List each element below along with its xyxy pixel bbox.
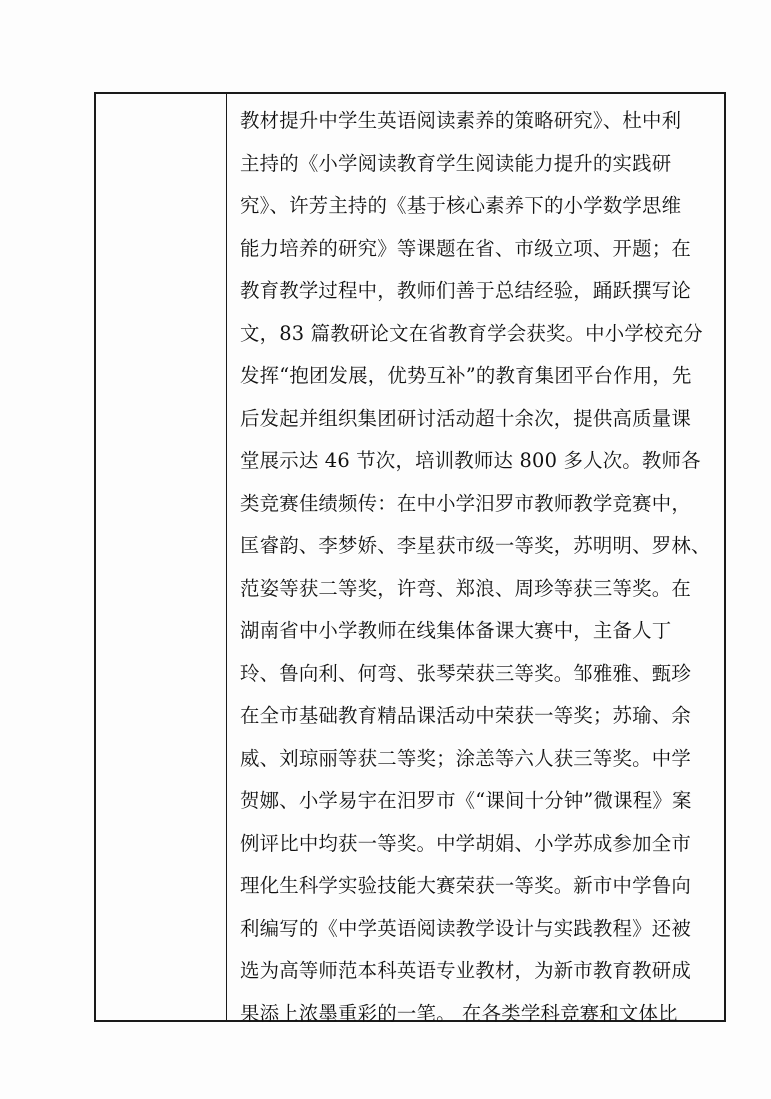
text-line: 例评比中均获一等奖。中学胡娟、小学苏成参加全市 xyxy=(240,831,691,855)
text-line: 类竞赛佳绩频传：在中小学汨罗市教师教学竞赛中， xyxy=(240,491,691,515)
text-line: 能力培养的研究》等课题在省、市级立项、开题；在 xyxy=(240,236,691,260)
text-line: 教材提升中学生英语阅读素养的策略研究》、杜中利 xyxy=(240,109,682,132)
text-line: 教育教学过程中，教师们善于总结经验，踊跃撰写论 xyxy=(240,279,691,302)
body-text-cell xyxy=(240,100,720,1035)
text-line: 文，83 篇教研论文在省教育学会获奖。中小学校充分 xyxy=(240,321,703,345)
text-line: 理化生科学实验技能大赛荣获一等奖。新市中学鲁向 xyxy=(240,874,691,897)
text-line: 堂展示达 46 节次，培训教师达 800 多人次。教师各 xyxy=(240,449,701,472)
column-divider xyxy=(226,94,227,1020)
text-line: 利编写的《中学英语阅读教学设计与实践教程》还被 xyxy=(240,916,691,940)
text-line: 发挥“抱团发展，优势互补”的教育集团平台作用，先 xyxy=(240,364,692,387)
left-empty-cell xyxy=(96,94,226,1020)
text-line: 湖南省中小学教师在线集体备课大赛中，主备人丁 xyxy=(240,619,672,642)
table-frame xyxy=(94,92,726,1025)
text-line: 玲、鲁向利、何弯、张琴荣获三等奖。邹雅雅、甄珍 xyxy=(240,661,691,685)
text-line: 在全市基础教育精品课活动中荣获一等奖；苏瑜、余 xyxy=(240,704,691,727)
text-line: 究》、许芳主持的《基于核心素养下的小学数学思维 xyxy=(240,194,682,217)
text-line: 范姿等获二等奖，许弯、郑浪、周珍等获三等奖。在 xyxy=(240,576,691,600)
text-line: 匡睿韵、李梦娇、李星获市级一等奖，苏明明、罗林、 xyxy=(240,534,711,557)
text-line: 后发起并组织集团研讨活动超十余次，提供高质量课 xyxy=(240,406,691,430)
text-line: 选为高等师范本科英语专业教材，为新市教育教研成 xyxy=(240,959,691,982)
text-line: 果添上浓墨重彩的一笔。 在各类学科竞赛和文体比 xyxy=(240,1001,678,1025)
text-line: 贺娜、小学易宇在汨罗市《“课间十分钟”微课程》案 xyxy=(240,789,692,812)
text-line: 主持的《小学阅读教育学生阅读能力提升的实践研 xyxy=(240,151,672,175)
text-line: 威、刘琼丽等获二等奖；涂恙等六人获三等奖。中学 xyxy=(240,746,691,770)
